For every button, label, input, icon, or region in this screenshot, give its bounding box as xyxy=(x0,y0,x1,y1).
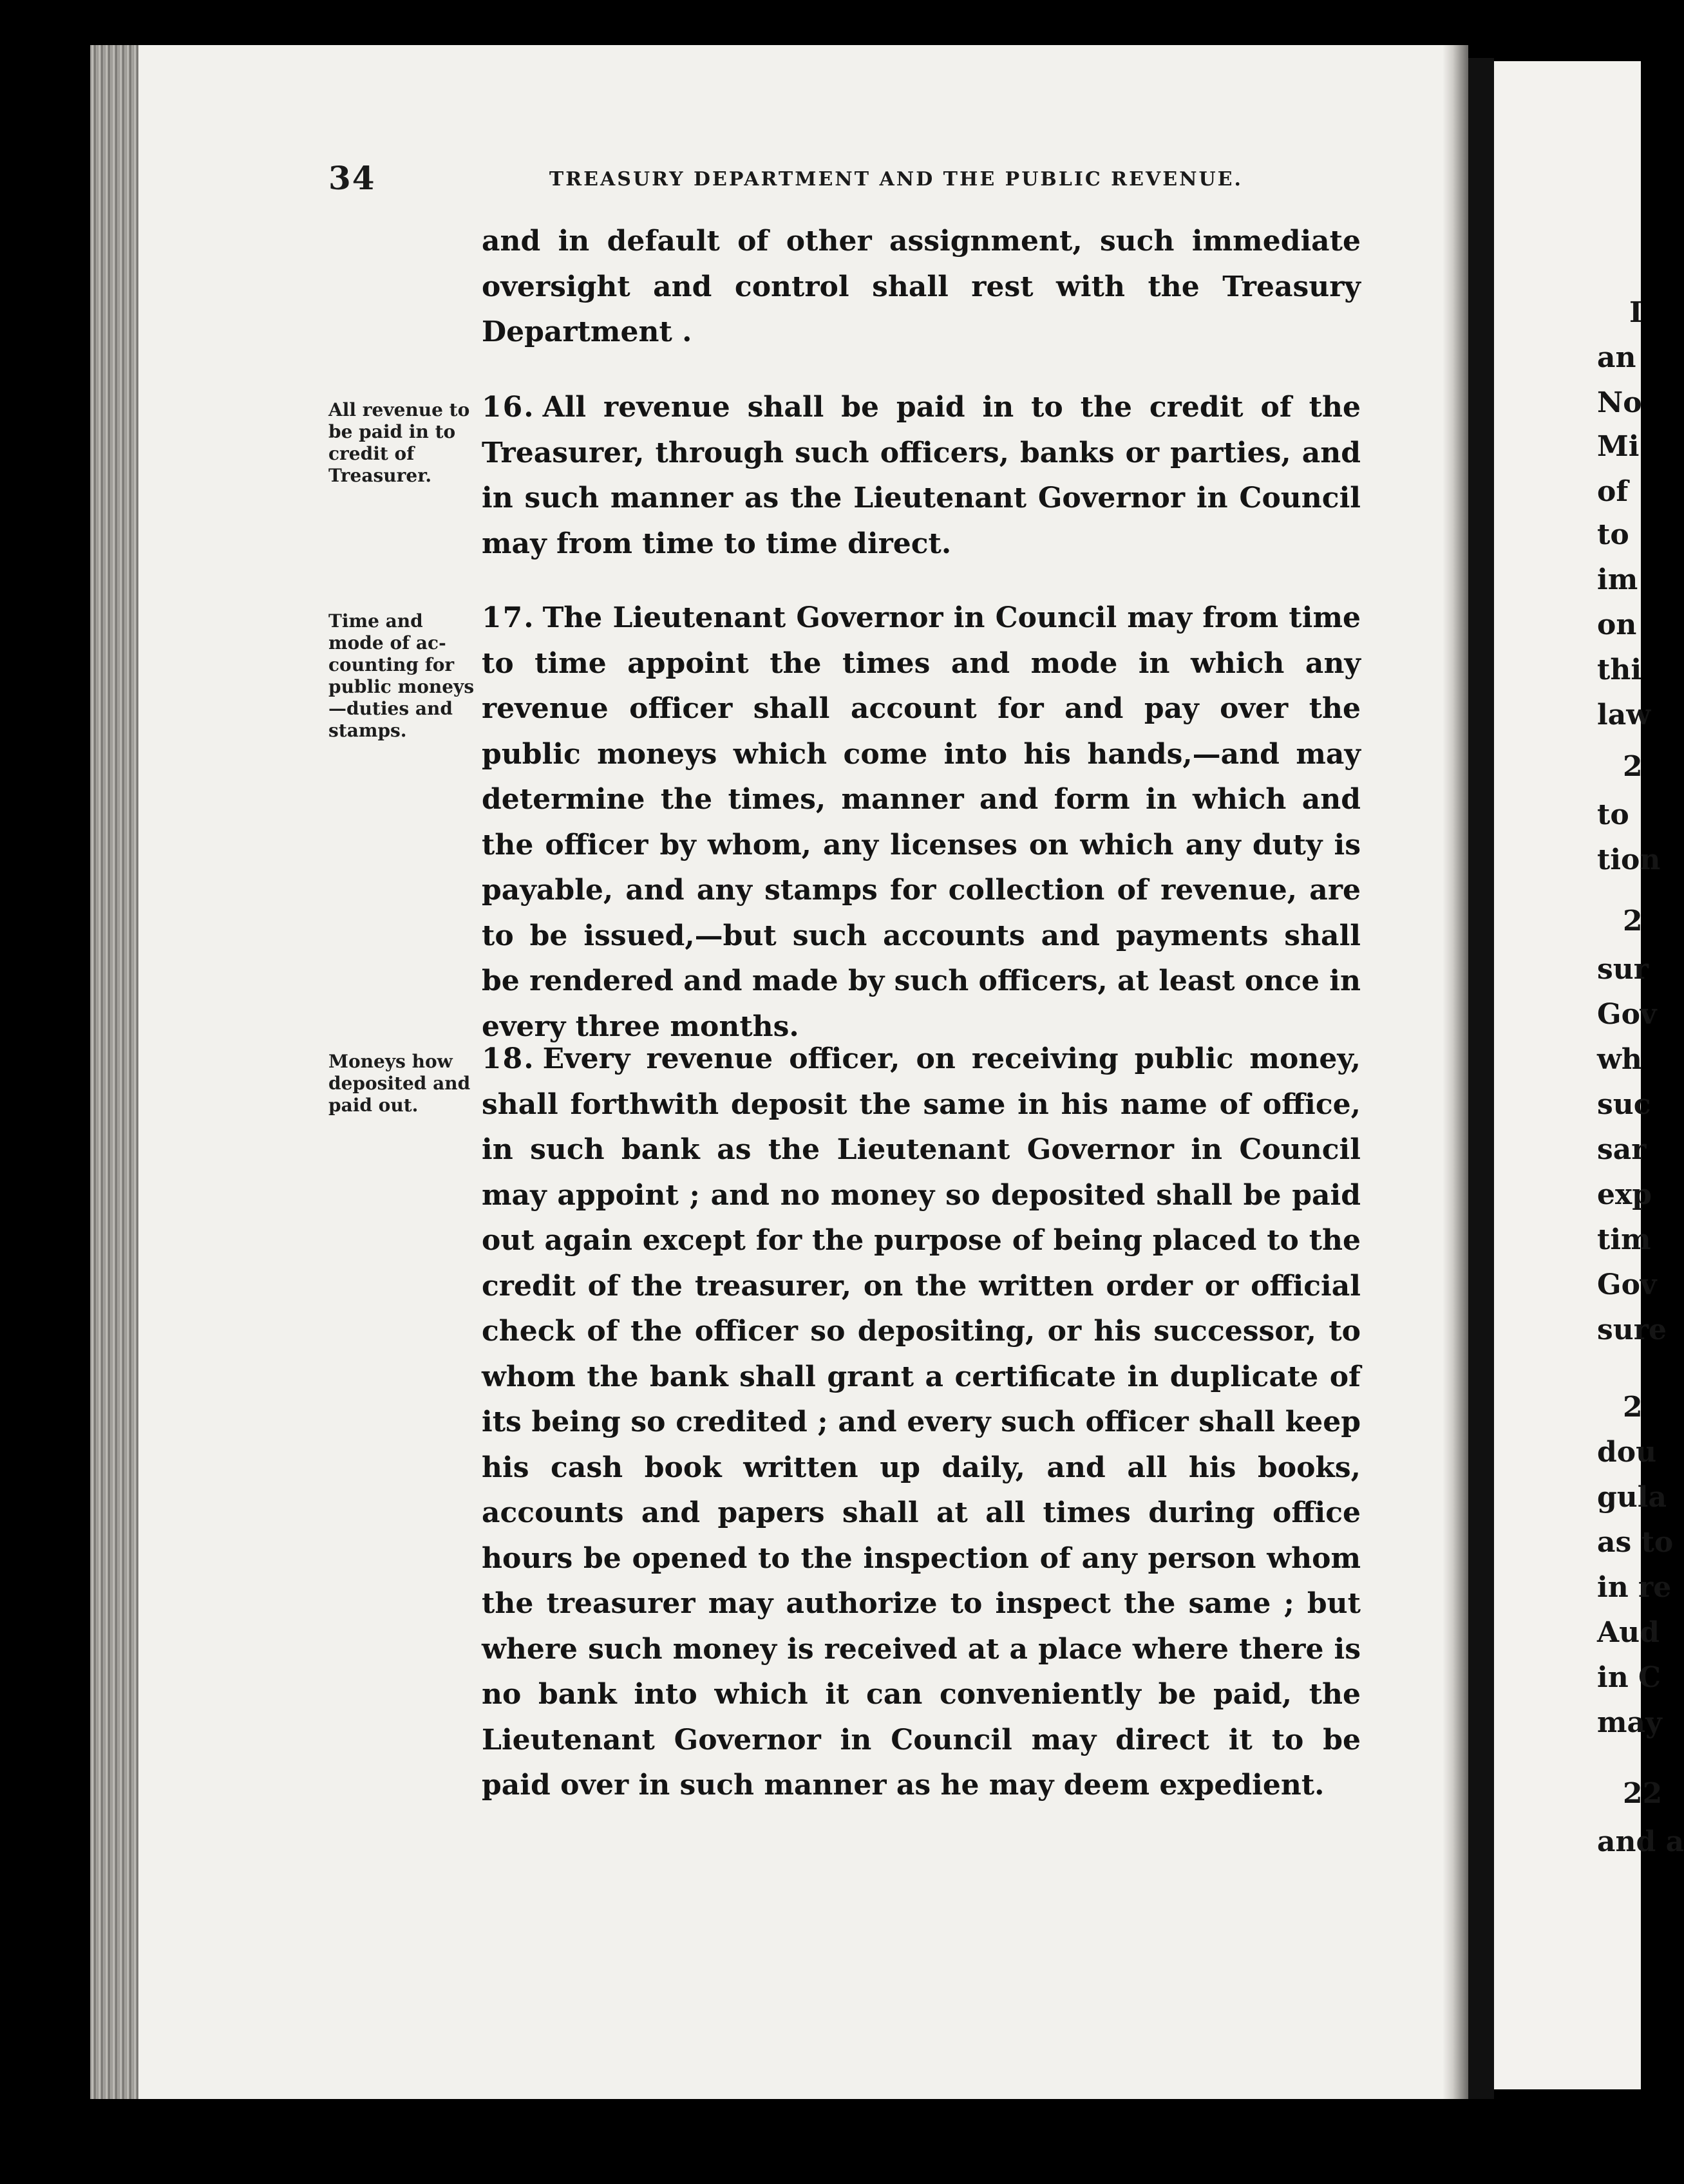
right-page-fragment: tim xyxy=(1597,1223,1651,1256)
right-page-fragment: of xyxy=(1597,475,1629,508)
page-spine-shadow xyxy=(1443,45,1468,2099)
margin-note-18: Moneys how deposited and paid out. xyxy=(328,1051,471,1116)
margin-note-16: All revenue to be paid in to credit of Treasurer. xyxy=(328,399,470,486)
right-page-fragment: in re xyxy=(1597,1571,1672,1604)
continuation-text: and in default of other assignment, such immediate oversight and control shall rest with the Treasury Department . xyxy=(482,225,1361,348)
right-page-fragment: Mi xyxy=(1597,430,1640,463)
section-number: 16. xyxy=(482,391,535,424)
right-page-fragment: thi xyxy=(1597,654,1642,686)
right-page-fragment: 2 xyxy=(1623,750,1643,783)
section-number: 18. xyxy=(482,1042,535,1075)
section-18 xyxy=(482,1037,1361,1809)
section-text: The Lieutenant Governor in Council may from time to time appoint the times and mode in which any revenue officer shall account for and pay over the public moneys which come into his hands,—and may determine the times, manner and form in which and the officer by whom, any licenses on which any duty is payable, and any stamps for collection of revenue, are to be issued,—but such accounts and payments shall be rendered and made by such officers, at least once in every three months. xyxy=(482,601,1361,1043)
right-page-fragment: 2 xyxy=(1623,905,1643,937)
section-number: 17. xyxy=(482,601,535,634)
right-page-fragment: to xyxy=(1597,518,1629,551)
right-page-fragment: im xyxy=(1597,563,1638,596)
right-page-fragment: to xyxy=(1597,798,1629,831)
right-page-fragment: law xyxy=(1597,699,1651,731)
right-page-fragment: in C xyxy=(1597,1661,1661,1694)
right-page-fragment: sar xyxy=(1597,1133,1647,1166)
right-page-fragment: tion xyxy=(1597,843,1661,876)
section-16 xyxy=(482,385,1361,567)
section-text: All revenue shall be paid in to the credit of the Treasurer, through such officers, banks or parties, and in such manner as the Lieutenant Governor in Council may from time to time direct. xyxy=(482,391,1361,560)
right-page-fragment: on xyxy=(1597,608,1637,641)
right-page-fragment: No xyxy=(1597,386,1642,419)
right-page-fragment: 22 xyxy=(1623,1777,1663,1810)
continuation-paragraph xyxy=(482,219,1361,355)
right-page-fragment: Gov xyxy=(1597,998,1657,1031)
book-gutter xyxy=(1468,58,1494,2099)
right-page-fragment: dou xyxy=(1597,1436,1657,1469)
page-edges xyxy=(90,45,138,2099)
right-page-fragment: exp xyxy=(1597,1178,1652,1211)
section-17 xyxy=(482,596,1361,1050)
right-page-fragment: sure xyxy=(1597,1313,1667,1346)
section-16-paragraph xyxy=(482,385,1361,567)
right-page-fragment: wh xyxy=(1597,1043,1642,1076)
section-17-paragraph xyxy=(482,596,1361,1050)
page-number: 34 xyxy=(328,159,376,197)
section-18-paragraph xyxy=(482,1037,1361,1809)
right-page-fragment: gula xyxy=(1597,1481,1667,1514)
right-page-fragment: Aud xyxy=(1597,1616,1660,1649)
right-page-fragment: I xyxy=(1629,296,1643,329)
right-page-fragment: and a xyxy=(1597,1825,1684,1858)
right-page-fragment: 2 xyxy=(1623,1391,1643,1424)
right-page-fragment: may xyxy=(1597,1706,1662,1739)
right-page-fragment: sur xyxy=(1597,953,1649,986)
right-page-fragment: suc xyxy=(1597,1088,1651,1121)
right-page-fragment: as to xyxy=(1597,1526,1674,1559)
section-text: Every revenue officer, on receiving public money, shall forthwith deposit the same in his name of office, in such bank as the Lieutenant Governor in Council may appoint ; and no money so deposited shall be paid out again except for the purpose of being placed to the credit of the treasurer, on the written order or official check of the officer so depositing, or his successor, to whom the bank shall grant a certificate in duplicate of its being so credited ; and every such officer shall keep his cash book written up daily, and all his books, accounts and papers shall at all times during office hours be opened to the inspection of any person whom the treasurer may authorize to inspect the same ; but where such money is received at a place where there is no bank into which it can conveniently be paid, the Lieutenant Governor in Council may direct it to be paid over in such manner as he may deem expedient. xyxy=(482,1042,1361,1802)
margin-note-17: Time and mode of ac- counting for public moneys —duties and stamps. xyxy=(328,610,475,741)
running-title: TREASURY DEPARTMENT AND THE PUBLIC REVENUE. xyxy=(549,168,1243,191)
right-page-fragment: an xyxy=(1597,341,1636,374)
right-page-fragment: Gov xyxy=(1597,1268,1657,1301)
